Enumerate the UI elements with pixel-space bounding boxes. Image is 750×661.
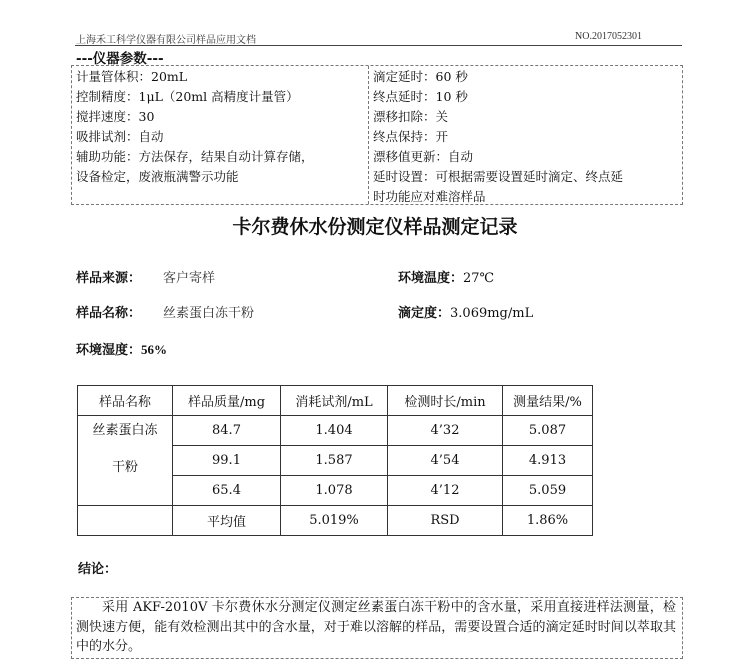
document-number: NO.2017052301 (575, 31, 642, 42)
sample-name-line: 干粉 (111, 460, 138, 475)
empty-cell (78, 506, 173, 536)
header-cell: 样品名称 (78, 386, 173, 416)
param-line: 辅助功能：方法保存，结果自动计算存储， (76, 149, 314, 164)
mass-cell: 65.4 (173, 476, 281, 506)
table-row (78, 416, 593, 446)
rsd-value: 1.86% (503, 506, 593, 536)
sample-source-label: 样品来源： (76, 271, 142, 286)
result-cell: 5.059 (503, 476, 593, 506)
params-right-column (369, 66, 682, 204)
param-line: 时功能应对难溶样品 (373, 189, 486, 204)
param-line: 搅拌速度：30 (76, 109, 155, 124)
duration-cell: 4’12 (388, 476, 503, 506)
sample-source-value: 客户寄样 (163, 271, 216, 286)
duration-cell: 4’54 (388, 446, 503, 476)
mass-cell: 84.7 (173, 416, 281, 446)
param-line: 终点保持：开 (373, 129, 449, 144)
reagent-cell: 1.078 (281, 476, 388, 506)
conclusion-text: 采用 AKF-2010V 卡尔费休水分测定仪测定丝素蛋白冻干粉中的含水量，采用直接进样法测量，检测快速方便，能有效检测出其中的含水量，对于难以溶解的样品，需要设置合适的滴定延时时间以萃取其中的水分。 (71, 597, 683, 659)
sample-name (76, 302, 254, 321)
sample-source (76, 267, 215, 286)
duration-cell: 4’32 (388, 416, 503, 446)
table-header-row (78, 386, 593, 416)
instrument-params-box (71, 65, 683, 205)
result-cell: 4.913 (503, 446, 593, 476)
titer-label: 滴定度： (398, 306, 451, 321)
record-title: 卡尔费休水份测定仪样品测定记录 (232, 216, 518, 238)
param-line: 终点延时：10 秒 (373, 89, 468, 104)
params-left-column (72, 66, 369, 204)
param-line: 计量管体积：20mL (76, 69, 188, 84)
results-table (77, 385, 593, 536)
header-cell: 检测时长/min (388, 386, 503, 416)
header-cell: 样品质量/mg (173, 386, 281, 416)
humidity (76, 339, 167, 358)
param-line: 延时设置：可根据需要设置延时滴定、终点延 (373, 169, 624, 184)
sample-name-label: 样品名称： (76, 306, 142, 321)
reagent-cell: 1.587 (281, 446, 388, 476)
mass-cell: 99.1 (173, 446, 281, 476)
temperature-label: 环境温度： (398, 271, 464, 286)
param-line: 控制精度：1μL（20ml 高精度计量管） (76, 89, 299, 104)
titer (398, 302, 533, 321)
sample-name-line: 丝素蛋白冻 (92, 423, 158, 438)
humidity-value: 56% (141, 342, 168, 357)
humidity-label: 环境湿度： (76, 343, 142, 358)
document-header (75, 30, 682, 46)
param-line: 滴定延时：60 秒 (373, 69, 468, 84)
header-cell: 消耗试剂/mL (281, 386, 388, 416)
rsd-label: RSD (388, 506, 503, 536)
average-label: 平均值 (173, 506, 281, 536)
params-section-title: ---仪器参数--- (76, 51, 164, 67)
param-line: 漂移值更新：自动 (373, 149, 474, 164)
sample-name-value: 丝素蛋白冻干粉 (163, 306, 255, 321)
param-line: 吸排试剂：自动 (76, 129, 164, 144)
summary-row (78, 506, 593, 536)
conclusion-heading: 结论： (78, 562, 118, 577)
sample-name-cell (78, 416, 173, 506)
average-value: 5.019% (281, 506, 388, 536)
temperature (398, 267, 494, 286)
param-line: 漂移扣除：关 (373, 109, 449, 124)
result-cell: 5.087 (503, 416, 593, 446)
company-doc-label: 上海禾工科学仪器有限公司样品应用文档 (76, 35, 256, 46)
titer-value: 3.069mg/mL (450, 306, 534, 321)
reagent-cell: 1.404 (281, 416, 388, 446)
temperature-value: 27℃ (463, 271, 495, 286)
header-cell: 测量结果/% (503, 386, 593, 416)
param-line: 设备检定，废液瓶满警示功能 (76, 169, 239, 184)
